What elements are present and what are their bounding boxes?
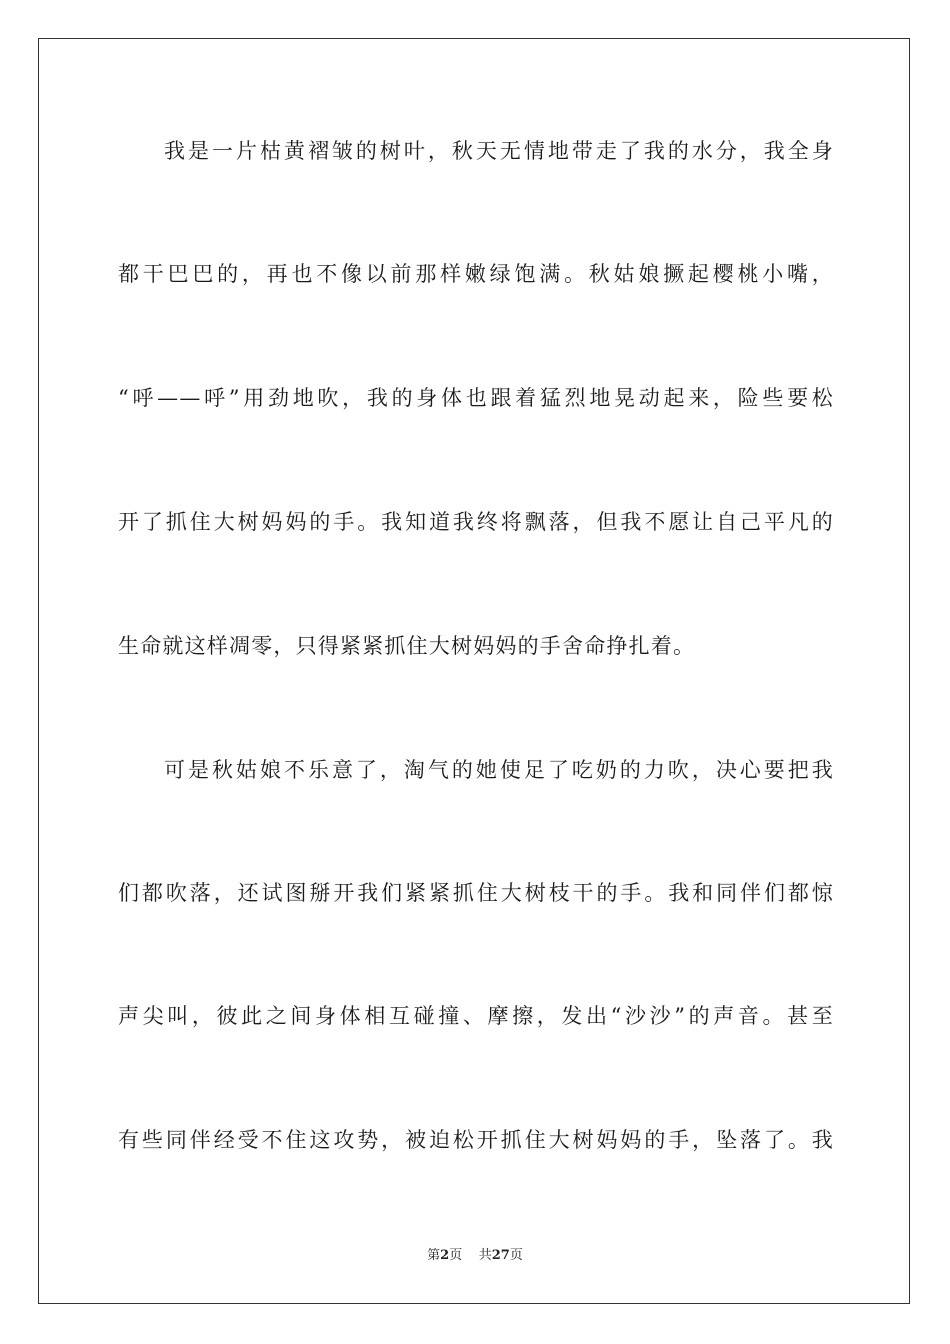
paragraph-2-line-4: 有些同伴经受不住这攻势，被迫松开抓住大树妈妈的手，坠落了。我 — [118, 1128, 834, 1152]
paragraph-1-line-1: 我是一片枯黄褶皱的树叶，秋天无情地带走了我的水分，我全身 — [164, 139, 834, 163]
paragraph-2-line-3: 声尖叫，彼此之间身体相互碰撞、摩擦，发出“沙沙”的声音。甚至 — [118, 1004, 834, 1028]
page-border — [38, 38, 910, 1304]
page-prefix: 第 — [427, 1248, 441, 1263]
paragraph-1-line-2: 都干巴巴的，再也不像以前那样嫩绿饱满。秋姑娘撅起樱桃小嘴， — [118, 262, 834, 286]
total-prefix: 共 — [478, 1248, 492, 1263]
total-pages: 27 — [491, 1248, 510, 1263]
page-footer — [0, 1247, 950, 1265]
page-suffix: 页 — [449, 1248, 463, 1263]
paragraph-1-line-5: 生命就这样凋零，只得紧紧抓住大树妈妈的手舍命挣扎着。 — [118, 634, 696, 658]
paragraph-1-line-3: “呼——呼”用劲地吹，我的身体也跟着猛烈地晃动起来，险些要松 — [118, 386, 834, 410]
paragraph-2-line-2: 们都吹落，还试图掰开我们紧紧抓住大树枝干的手。我和同伴们都惊 — [118, 881, 834, 905]
paragraph-1-line-4: 开了抓住大树妈妈的手。我知道我终将飘落，但我不愿让自己平凡的 — [118, 510, 834, 534]
page-number: 2 — [440, 1248, 450, 1263]
paragraph-2-line-1: 可是秋姑娘不乐意了，淘气的她使足了吃奶的力吹，决心要把我 — [164, 758, 834, 782]
total-suffix: 页 — [509, 1248, 523, 1263]
